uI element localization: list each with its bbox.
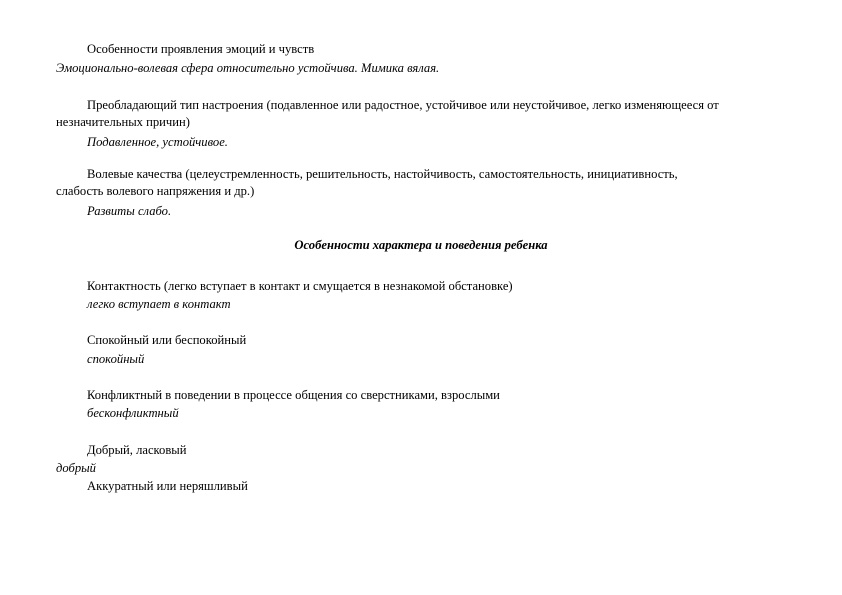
kind-value: добрый: [56, 461, 96, 475]
contact-label: Контактность (легко вступает в контакт и смущается в незнакомой обстановке): [87, 279, 513, 293]
will-value: Развиты слабо.: [87, 204, 172, 218]
contact-value: легко вступает в контакт: [87, 297, 231, 311]
kind-label: Добрый, ласковый: [87, 443, 187, 457]
will-label-line1: Волевые качества (целеустремленность, решительность, настойчивость, самостоятельность, инициативность,: [87, 167, 678, 181]
mood-label-line2: незначительных причин): [56, 115, 190, 129]
conflict-label: Конфликтный в поведении в процессе общения со сверстниками, взрослыми: [87, 388, 500, 402]
calm-value: спокойный: [87, 352, 145, 366]
mood-label-line1: Преобладающий тип настроения (подавленное или радостное, устойчивое или неустойчивое, легко изменяющееся от: [87, 98, 719, 112]
neat-label: Аккуратный или неряшливый: [87, 479, 248, 493]
calm-label: Спокойный или беспокойный: [87, 333, 247, 347]
mood-value: Подавленное, устойчивое.: [87, 135, 228, 149]
conflict-value: бесконфликтный: [87, 406, 179, 420]
will-label-line2: слабость волевого напряжения и др.): [56, 184, 255, 198]
section-heading: Особенности характера и поведения ребенка: [294, 238, 548, 252]
emotions-value: Эмоционально-волевая сфера относительно устойчива. Мимика вялая.: [56, 61, 440, 75]
emotions-label: Особенности проявления эмоций и чувств: [87, 42, 315, 56]
